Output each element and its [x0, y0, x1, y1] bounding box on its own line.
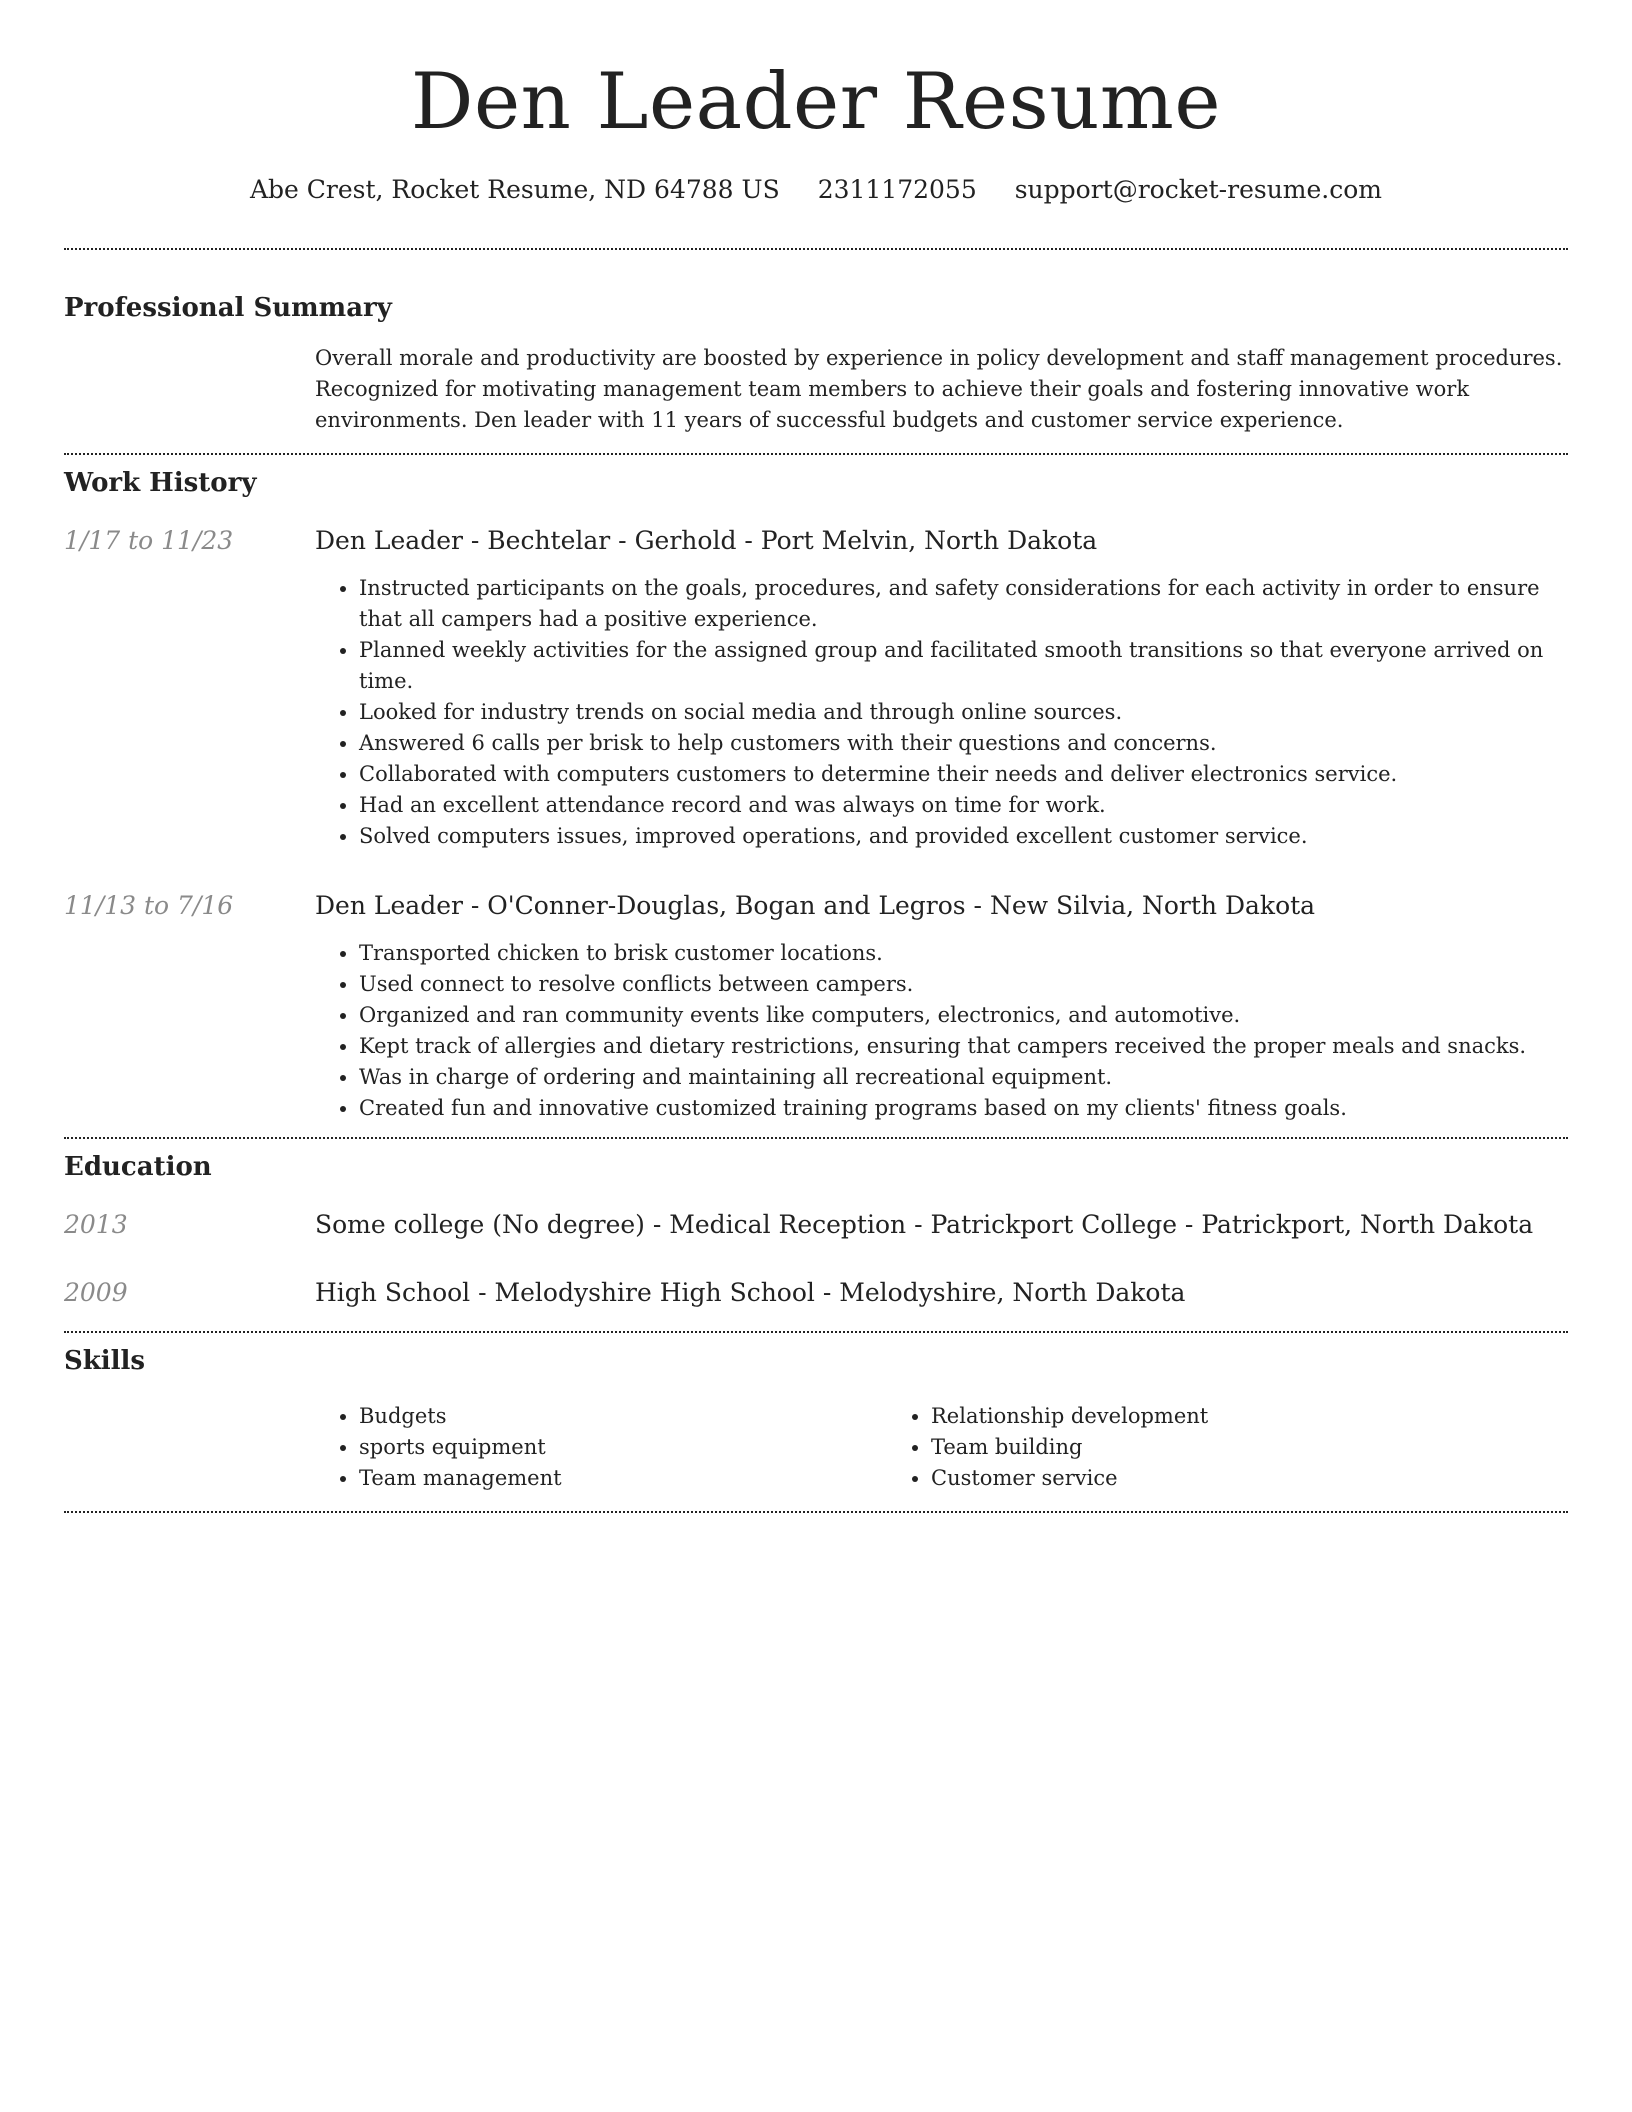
job-entry [64, 888, 1568, 1124]
skills-column-right [887, 1401, 1459, 1494]
divider [64, 1137, 1568, 1139]
list-item: • Collaborated with computers customers to determine their needs and deliver electronics service. [359, 759, 1568, 790]
list-item: • Answered 6 calls per brisk to help customers with their questions and concerns. [359, 728, 1568, 759]
resume-page [64, 0, 1568, 1513]
job-dates: 1/17 to 11/23 [64, 526, 234, 555]
job-dates: 11/13 to 7/16 [64, 891, 234, 920]
skill-item: • Customer service [931, 1463, 1459, 1494]
list-item: • Planned weekly activities for the assigned group and facilitated smooth transitions so that everyone arrived on time. [359, 635, 1568, 697]
list-item: • Had an excellent attendance record and was always on time for work. [359, 790, 1568, 821]
contact-line [64, 172, 1568, 208]
resume-title: Den Leader Resume [410, 57, 1222, 147]
contact-address: Abe Crest, Rocket Resume, ND 64788 US [249, 175, 780, 204]
section-title-education: Education [64, 1152, 212, 1182]
list-item: • Looked for industry trends on social media and through online sources. [359, 697, 1568, 728]
list-item: • Created fun and innovative customized training programs based on my clients' fitness goals. [359, 1093, 1568, 1124]
skills-column-left [315, 1401, 887, 1494]
list-item: • Transported chicken to brisk customer locations. [359, 938, 1568, 969]
job-entry [64, 523, 1568, 852]
skill-item: • Budgets [359, 1401, 887, 1432]
list-item: • Kept track of allergies and dietary restrictions, ensuring that campers received the proper meals and snacks. [359, 1031, 1568, 1062]
job-title: Den Leader - Bechtelar - Gerhold - Port Melvin, North Dakota [315, 526, 1098, 555]
education-school: - Patrickport College - Patrickport, North Dakota [906, 1210, 1534, 1239]
education-entry [64, 1275, 1568, 1311]
education-entry [64, 1207, 1568, 1243]
list-item: • Was in charge of ordering and maintaining all recreational equipment. [359, 1062, 1568, 1093]
divider [64, 1511, 1568, 1513]
list-item: • Organized and ran community events like computers, electronics, and automotive. [359, 1000, 1568, 1031]
section-title-skills: Skills [64, 1346, 146, 1376]
skill-item: • Team building [931, 1432, 1459, 1463]
divider [64, 248, 1568, 250]
list-item: • Instructed participants on the goals, procedures, and safety considerations for each activity in order to ensure that all campers had a positive experience. [359, 573, 1568, 635]
summary-text: Overall morale and productivity are boosted by experience in policy development and staff management procedures. Recognized for motivating management team members to achieve their goals and fostering innovative work environments. Den leader with 11 years of successful budgets and customer service experience. [315, 346, 1563, 432]
skill-item: • Team management [359, 1463, 887, 1494]
education-year: 2009 [64, 1278, 128, 1307]
education-degree: High School [315, 1278, 471, 1307]
section-title-summary: Professional Summary [64, 293, 392, 323]
contact-email: support@rocket-resume.com [1014, 175, 1383, 204]
section-title-work: Work History [64, 468, 257, 498]
education-school: - Melodyshire High School - Melodyshire, North Dakota [470, 1278, 1186, 1307]
summary-section [64, 290, 1568, 436]
job-bullets [315, 938, 1568, 1124]
divider [64, 1331, 1568, 1333]
education-section [64, 1149, 1568, 1311]
divider [64, 453, 1568, 455]
skills-list [315, 1401, 1568, 1494]
list-item: • Solved computers issues, improved operations, and provided excellent customer service. [359, 821, 1568, 852]
skill-item: • Relationship development [931, 1401, 1459, 1432]
list-item: • Used connect to resolve conflicts between campers. [359, 969, 1568, 1000]
job-title: Den Leader - O'Conner-Douglas, Bogan and Legros - New Silvia, North Dakota [315, 891, 1316, 920]
skills-section [64, 1343, 1568, 1494]
skill-item: • sports equipment [359, 1432, 887, 1463]
education-degree: Some college (No degree) - Medical Reception [315, 1210, 907, 1239]
work-section [64, 465, 1568, 1124]
contact-phone: 2311172055 [817, 175, 977, 204]
education-year: 2013 [64, 1210, 128, 1239]
job-bullets [315, 573, 1568, 852]
